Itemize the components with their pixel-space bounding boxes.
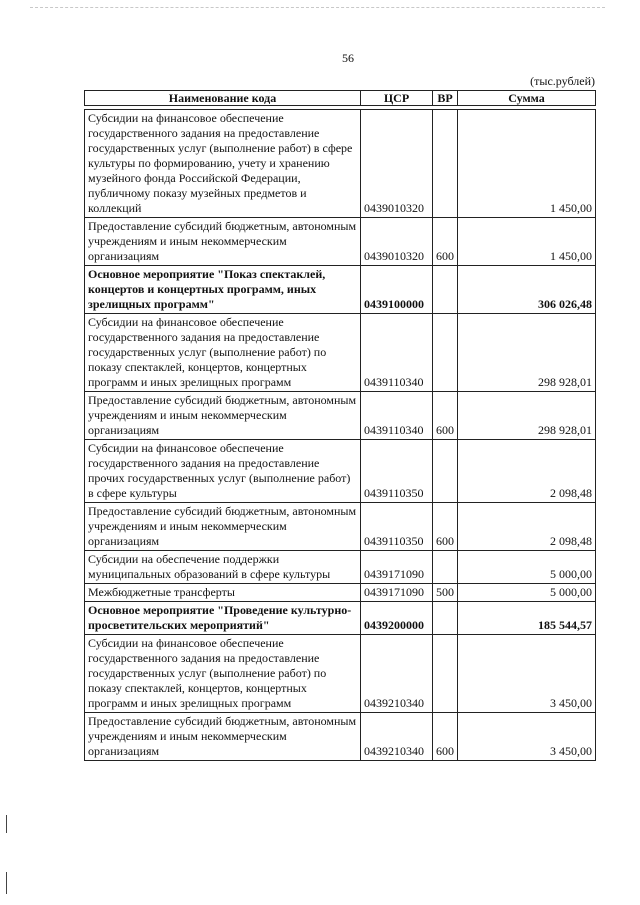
- row-sum: 3 450,00: [458, 713, 596, 761]
- row-csr: 0439110340: [361, 392, 433, 440]
- row-vr: [433, 551, 458, 584]
- table-row: [85, 602, 596, 635]
- row-name: Субсидии на финансовое обеспечение государственного задания на предоставление государственных услуг (выполнение работ) в сфере культуры по формированию, учету и хранению музейного фонда Российской Федерации, публичному показу музейных предметов и коллекций: [85, 110, 361, 218]
- row-name: Предоставление субсидий бюджетным, автономным учреждениям и иным некоммерческим организациям: [85, 713, 361, 761]
- row-vr: [433, 635, 458, 713]
- row-sum: 5 000,00: [458, 584, 596, 602]
- table-row: [85, 713, 596, 761]
- row-name: Предоставление субсидий бюджетным, автономным учреждениям и иным некоммерческим организациям: [85, 218, 361, 266]
- row-name: Субсидии на обеспечение поддержки муниципальных образований в сфере культуры: [85, 551, 361, 584]
- table-row: [85, 440, 596, 503]
- row-vr: 500: [433, 584, 458, 602]
- row-vr: 600: [433, 713, 458, 761]
- row-csr: 0439200000: [361, 602, 433, 635]
- row-vr: [433, 440, 458, 503]
- table-row: [85, 218, 596, 266]
- row-sum: 2 098,48: [458, 503, 596, 551]
- row-sum: 5 000,00: [458, 551, 596, 584]
- row-sum: 3 450,00: [458, 635, 596, 713]
- row-vr: [433, 266, 458, 314]
- row-name: Предоставление субсидий бюджетным, автономным учреждениям и иным некоммерческим организациям: [85, 503, 361, 551]
- row-name: Субсидии на финансовое обеспечение государственного задания на предоставление государственных услуг (выполнение работ) по показу спектаклей, концертов, концертных программ и иных зрелищных программ: [85, 314, 361, 392]
- table-body: [85, 110, 596, 761]
- table-row: [85, 392, 596, 440]
- row-sum: 298 928,01: [458, 392, 596, 440]
- budget-table: [84, 90, 596, 761]
- units-label: (тыс.рублей): [530, 74, 595, 88]
- row-csr: 0439210340: [361, 713, 433, 761]
- row-name: Основное мероприятие "Проведение культурно-просветительских мероприятий": [85, 602, 361, 635]
- row-sum: 306 026,48: [458, 266, 596, 314]
- row-vr: 600: [433, 392, 458, 440]
- table-row: [85, 110, 596, 218]
- header-name: Наименование кода: [85, 91, 361, 106]
- row-sum: 1 450,00: [458, 218, 596, 266]
- table-row: [85, 635, 596, 713]
- table-header-row: [85, 91, 596, 106]
- row-name: Субсидии на финансовое обеспечение государственного задания на предоставление государственных услуг (выполнение работ) по показу спектаклей, концертов, концертных программ и иных зрелищных программ: [85, 635, 361, 713]
- row-csr: 0439100000: [361, 266, 433, 314]
- row-csr: 0439010320: [361, 110, 433, 218]
- page-number: 56: [342, 51, 354, 65]
- table-row: [85, 584, 596, 602]
- row-vr: 600: [433, 503, 458, 551]
- row-sum: 1 450,00: [458, 110, 596, 218]
- row-vr: [433, 314, 458, 392]
- row-sum: 298 928,01: [458, 314, 596, 392]
- row-csr: 0439110350: [361, 440, 433, 503]
- table-row: [85, 314, 596, 392]
- row-vr: 600: [433, 218, 458, 266]
- row-csr: 0439210340: [361, 635, 433, 713]
- row-csr: 0439171090: [361, 584, 433, 602]
- header-vr: ВР: [433, 91, 458, 106]
- row-vr: [433, 110, 458, 218]
- table-row: [85, 503, 596, 551]
- scan-edge-line: [30, 7, 605, 8]
- row-vr: [433, 602, 458, 635]
- table-row: [85, 551, 596, 584]
- row-name: Межбюджетные трансферты: [85, 584, 361, 602]
- row-csr: 0439010320: [361, 218, 433, 266]
- row-name: Основное мероприятие "Показ спектаклей, концертов и концертных программ, иных зрелищных программ": [85, 266, 361, 314]
- row-name: Предоставление субсидий бюджетным, автономным учреждениям и иным некоммерческим организациям: [85, 392, 361, 440]
- scan-margin-mark: [6, 815, 7, 833]
- table-row: [85, 266, 596, 314]
- header-sum: Сумма: [458, 91, 596, 106]
- row-name: Субсидии на финансовое обеспечение государственного задания на предоставление прочих государственных услуг (выполнение работ) в сфере культуры: [85, 440, 361, 503]
- scan-margin-mark: [6, 872, 7, 894]
- row-csr: 0439110350: [361, 503, 433, 551]
- header-csr: ЦСР: [361, 91, 433, 106]
- row-csr: 0439110340: [361, 314, 433, 392]
- row-csr: 0439171090: [361, 551, 433, 584]
- row-sum: 2 098,48: [458, 440, 596, 503]
- row-sum: 185 544,57: [458, 602, 596, 635]
